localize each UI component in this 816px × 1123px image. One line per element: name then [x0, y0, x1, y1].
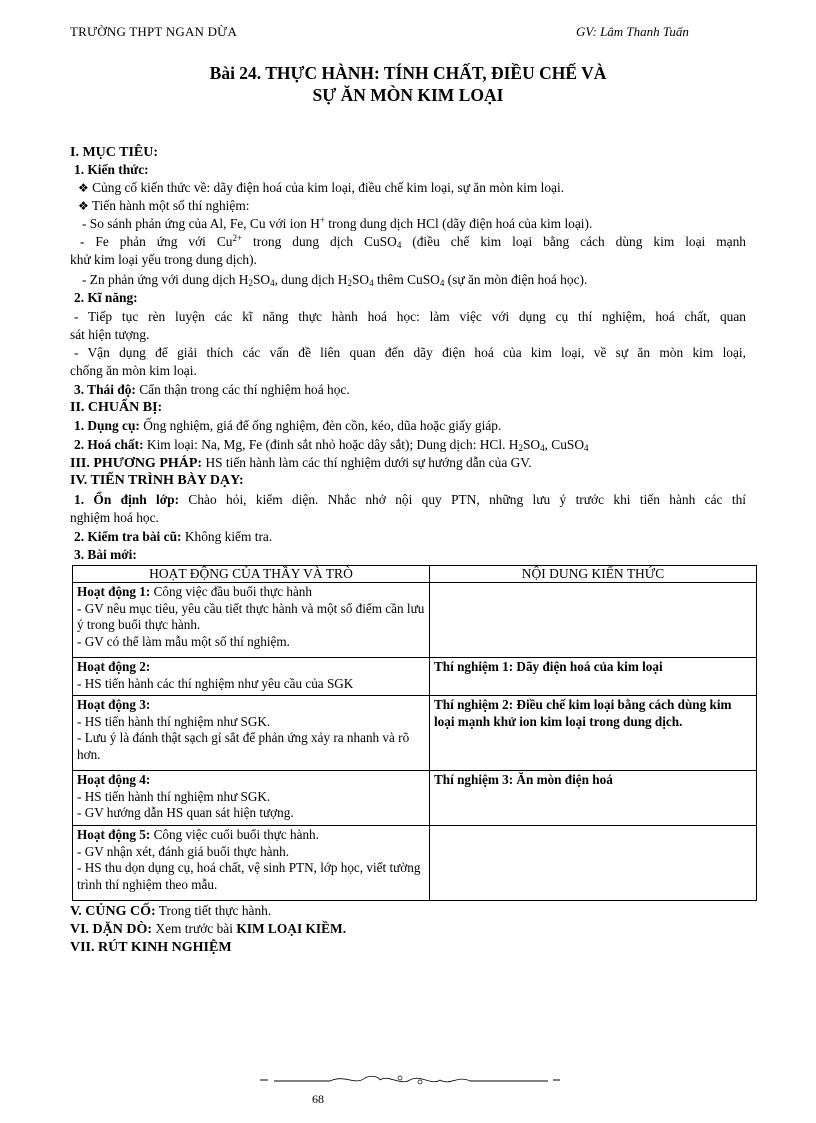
activity-cell: Hoạt động 2: - HS tiến hành các thí nghiệm như yêu cầu của SGK	[73, 658, 430, 696]
table-row	[73, 658, 757, 696]
table-row	[73, 771, 757, 826]
section-method: III. PHƯƠNG PHÁP: HS tiến hành làm các thí nghiệm dưới sự hướng dẫn của GV.	[70, 455, 532, 471]
section-consolidation: V. CỦNG CỐ: Trong tiết thực hành.	[70, 903, 272, 919]
attitude-line: 3. Thái độ: Cẩn thận trong các thí nghiệm hoá học.	[74, 382, 350, 397]
knowledge-line-2-cont: khử kim loại yếu trong dung dịch).	[70, 252, 257, 267]
skills-line-1: - Tiếp tục rèn luyện các kĩ năng thực hành hoá học: làm việc với dụng cụ thí nghiệm, hoá chất, quan	[74, 309, 746, 324]
knowledge-bullet-1: ❖ Củng cố kiến thức về: dãy điện hoá của kim loại, điều chế kim loại, sự ăn mòn kim loại.	[78, 180, 565, 195]
knowledge-line-1: - So sánh phản ứng của Al, Fe, Cu với ion H+ trong dung dịch HCl (dãy điện hoá của kim loại).	[82, 215, 593, 231]
section-preparation: II. CHUẨN BỊ:	[70, 400, 163, 415]
content-cell	[430, 826, 757, 901]
table-row	[73, 826, 757, 901]
column-header-content: NỘI DUNG KIẾN THỨC	[430, 566, 757, 583]
section-objectives: I. MỤC TIÊU:	[70, 145, 159, 160]
chemicals-line: 2. Hoá chất: Kim loại: Na, Mg, Fe (đinh sắt nhỏ hoặc dây sắt); Dung dịch: HCl. $H_2SO_4$, CuSO$_4$	[74, 437, 589, 453]
activity-cell: Hoạt động 1: Công việc đầu buổi thực hành - GV nêu mục tiêu, yêu cầu tiết thực hành và một số điểm cần lưu ý trong buổi thực hành. - GV có thể làm mẫu một số thí nghiệm.	[73, 583, 430, 658]
lesson-title-line-2: SỰ ĂN MÒN KIM LOẠI	[312, 85, 504, 105]
table-row	[73, 583, 757, 658]
knowledge-heading: 1. Kiến thức:	[74, 162, 149, 177]
skills-line-2: sát hiện tượng.	[70, 327, 150, 342]
knowledge-bullet-2: ❖ Tiến hành một số thí nghiệm:	[78, 198, 250, 213]
teacher-name: GV: Lâm Thanh Tuấn	[576, 24, 689, 39]
column-header-activities: HOẠT ĐỘNG CỦA THẦY VÀ TRÒ	[73, 566, 430, 583]
procedure-step-1-cont: nghiệm hoá học.	[70, 510, 159, 525]
activity-cell: Hoạt động 3: - HS tiến hành thí nghiệm như SGK. - Lưu ý là đánh thật sạch gỉ sắt để phản ứng xảy ra nhanh và rõ hơn.	[73, 696, 430, 771]
section-homework: VI. DẶN DÒ: Xem trước bài KIM LOẠI KIỀM.	[70, 921, 347, 937]
tools-line: 1. Dụng cụ: Ống nghiệm, giá để ống nghiệm, đèn cồn, kéo, dũa hoặc giấy giáp.	[74, 418, 502, 433]
procedure-step-3: 3. Bài mới:	[74, 547, 137, 562]
skills-heading: 2. Kĩ năng:	[74, 290, 138, 305]
diamond-bullet-icon: ❖	[78, 199, 89, 213]
procedure-step-1: 1. Ổn định lớp: Chào hỏi, kiểm diện. Nhắc nhở nội quy PTN, những lưu ý trước khi tiến hành các thí	[74, 492, 746, 507]
skills-line-4: chống ăn mòn kim loại.	[70, 363, 197, 378]
knowledge-line-2: - Fe phản ứng với $Cu^{2+}$ trong dung dịch CuSO$_4$ (điều chế kim loại bằng cách dùng kim loại mạnh	[80, 233, 747, 250]
content-cell: Thí nghiệm 3: Ăn mòn điện hoá	[430, 771, 757, 826]
section-experience: VII. RÚT KINH NGHIỆM	[70, 940, 232, 955]
footer-ornament-icon	[260, 1072, 560, 1088]
activity-cell: Hoạt động 5: Công việc cuối buổi thực hành. - GV nhận xét, đánh giá buổi thực hành. - HS thu dọn dụng cụ, hoá chất, vệ sinh PTN, lớp học, viết tường trình thí nghiệm theo mẫu.	[73, 826, 430, 901]
content-cell: Thí nghiệm 1: Dãy điện hoá của kim loại	[430, 658, 757, 696]
table-row	[73, 696, 757, 771]
content-cell	[430, 583, 757, 658]
knowledge-line-3: - Zn phản ứng với dung dịch $H_2SO_4$, dung dịch $H_2SO_4$ thêm CuSO$_4$ (sự ăn mòn điện hoá học).	[82, 272, 588, 288]
school-name: TRƯỜNG THPT NGAN DỪA	[70, 24, 238, 39]
section-procedure: IV. TIẾN TRÌNH BÀY DẠY:	[70, 473, 244, 488]
lesson-title-line-1: Bài 24. THỰC HÀNH: TÍNH CHẤT, ĐIỀU CHẾ VÀ	[209, 63, 607, 83]
page-number: 68	[312, 1092, 324, 1106]
skills-line-3: - Vận dụng để giải thích các vấn đề liên quan đến dãy điện hoá của kim loại, về sự ăn mòn kim loại,	[74, 345, 746, 360]
activities-table	[72, 565, 757, 901]
procedure-step-2: 2. Kiểm tra bài cũ: Không kiểm tra.	[74, 529, 273, 544]
diamond-bullet-icon: ❖	[78, 181, 89, 195]
content-cell: Thí nghiệm 2: Điều chế kim loại bằng cách dùng kim loại mạnh khử ion kim loại trong dung dịch.	[430, 696, 757, 771]
activity-cell: Hoạt động 4: - HS tiến hành thí nghiệm như SGK. - GV hướng dẫn HS quan sát hiện tượng.	[73, 771, 430, 826]
